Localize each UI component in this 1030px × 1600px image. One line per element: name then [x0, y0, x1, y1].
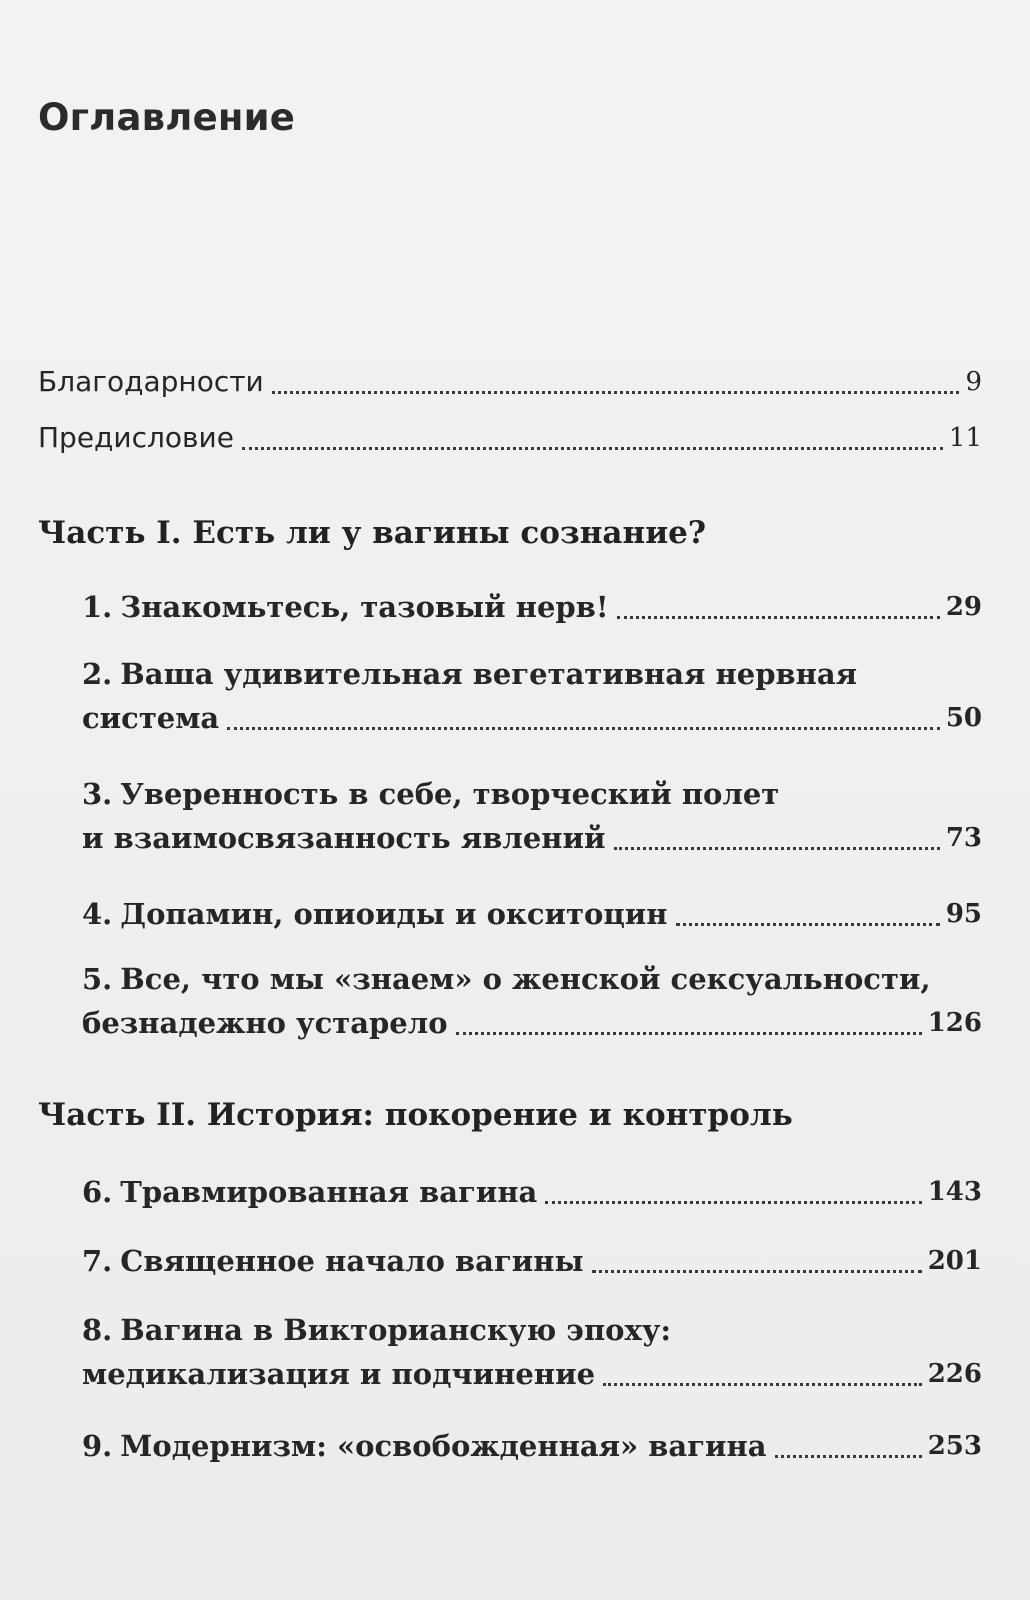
toc-chapter-title-line2: и взаимосвязанность явлений: [82, 821, 606, 855]
toc-chapter-title: 9. Модернизм: «освобожденная» вагина: [82, 1429, 767, 1463]
toc-entry-acknowledgements[interactable]: [38, 360, 982, 404]
toc-page-number: 201: [927, 1246, 982, 1276]
toc-chapter-title: 4. Допамин, опиоиды и окситоцин: [82, 897, 668, 931]
dot-leader: [614, 847, 940, 850]
toc-chapter-title: 6. Травмированная вагина: [82, 1175, 538, 1209]
dot-leader: [603, 1383, 922, 1386]
toc-chapter-7[interactable]: [82, 1239, 982, 1283]
toc-chapter-4[interactable]: [82, 892, 982, 936]
toc-page-number: 226: [927, 1359, 982, 1389]
toc-chapter-title-line2: безнадежно устарело: [82, 1006, 448, 1040]
dot-leader: [545, 1201, 921, 1204]
toc-chapter-6[interactable]: [82, 1170, 982, 1214]
toc-chapter-1[interactable]: [82, 585, 982, 629]
toc-chapter-2[interactable]: [82, 652, 982, 740]
part-1-heading[interactable]: Часть I. Есть ли у вагины сознание?: [38, 515, 707, 551]
toc-chapter-title-line2: система: [82, 701, 220, 735]
toc-chapter-title-line1: 8. Вагина в Викторианскую эпоху:: [82, 1313, 672, 1347]
toc-chapter-title-line1: 3. Уверенность в себе, творческий полет: [82, 777, 780, 811]
toc-chapter-8[interactable]: [82, 1308, 982, 1396]
toc-chapter-title: 1. Знакомьтесь, тазовый нерв!: [82, 590, 609, 624]
toc-entry-preface[interactable]: [38, 416, 982, 460]
toc-chapter-title-line1: 5. Все, что мы «знаем» о женской сексуальности,: [82, 962, 931, 996]
toc-title: Оглавление: [38, 96, 296, 139]
dot-leader: [676, 923, 940, 926]
toc-chapter-title-line1: 2. Ваша удивительная вегетативная нервная: [82, 657, 858, 691]
dot-leader: [592, 1270, 922, 1273]
toc-page-number: 9: [965, 367, 982, 397]
toc-chapter-5[interactable]: [82, 957, 982, 1045]
dot-leader: [617, 616, 940, 619]
toc-chapter-title: 7. Священное начало вагины: [82, 1244, 584, 1278]
dot-leader: [272, 391, 960, 394]
dot-leader: [227, 727, 940, 730]
toc-page-number: 29: [945, 592, 982, 622]
toc-page-number: 143: [927, 1177, 982, 1207]
toc-chapter-9[interactable]: [82, 1424, 982, 1468]
toc-page-number: 11: [948, 423, 982, 453]
dot-leader: [242, 447, 943, 450]
dot-leader: [775, 1455, 922, 1458]
toc-page-number: 73: [945, 823, 982, 853]
toc-entry-label: Предисловие: [38, 421, 234, 454]
toc-entry-label: Благодарности: [38, 365, 264, 398]
toc-page-number: 253: [927, 1431, 982, 1461]
part-2-heading[interactable]: Часть II. История: покорение и контроль: [38, 1097, 793, 1133]
toc-chapter-title-line2: медикализация и подчинение: [82, 1357, 596, 1391]
dot-leader: [456, 1032, 922, 1035]
toc-chapter-3[interactable]: [82, 772, 982, 860]
toc-page-number: 126: [927, 1008, 982, 1038]
toc-page-number: 50: [945, 703, 982, 733]
toc-page-number: 95: [945, 899, 982, 929]
